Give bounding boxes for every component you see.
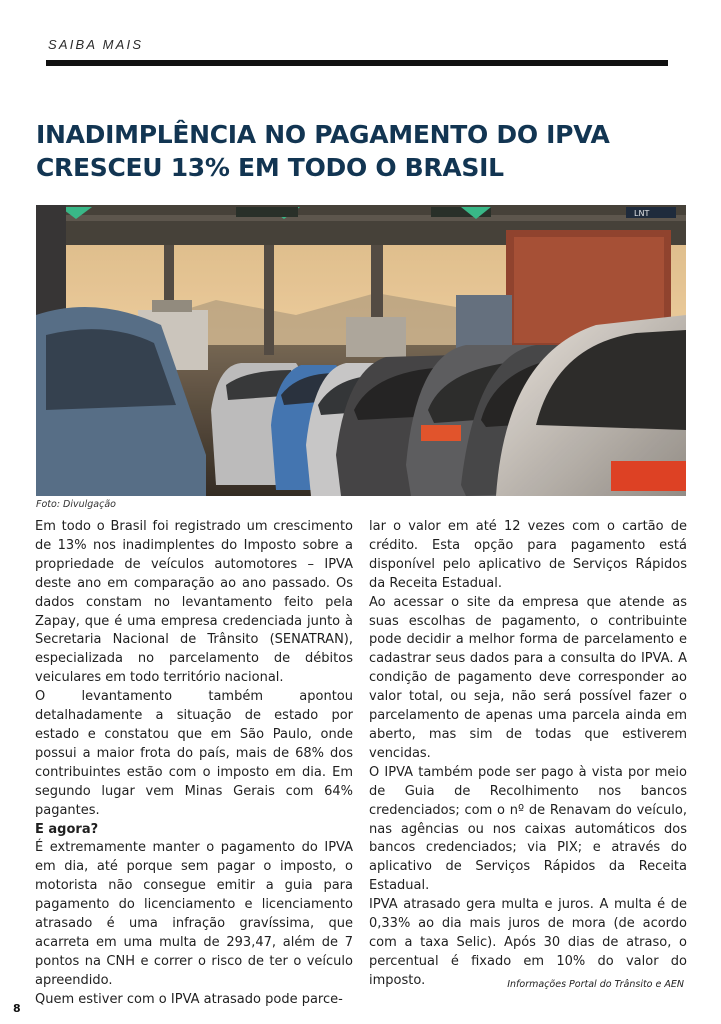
top-rule [46,60,668,66]
paragraph: IPVA atrasado gera multa e juros. A multa é de 0,33% ao dia mais juros de mora (de acordo com a taxa Selic). Após 30 dias de atraso, o percentual é fixado em 10% do valor do imposto. [369,897,687,988]
section-label: SAIBA MAIS [48,37,144,52]
paragraph: Quem estiver com o IPVA atrasado pode parce- [35,991,343,1007]
photo-caption: Foto: Divulgação [36,499,116,510]
paragraph: Ao acessar o site da empresa que atende as suas escolhas de pagamento, o contribuinte pode decidir a melhor forma de parcelamento e cadastrar seus dados para a consulta do IPVA. A condição de pagamento deve corresponder ao valor total, ou seja, não será possível fazer o parcelamento de apenas uma parcela ainda em aberto, mas sim de todas que estiverem vencidas. [369,594,687,761]
paragraph: O IPVA também pode ser pago à vista por meio de Guia de Recolhimento nos bancos credenciados; com o nº de Renavam do veículo, nas agências ou nos caixas automáticos dos bancos credenciados; via PIX; e através do aplicativo de Serviços Rápidos da Receita Estadual. [369,764,687,894]
headline-line-1: INADIMPLÊNCIA NO PAGAMENTO DO IPVA [36,120,610,149]
headline [36,118,676,184]
paragraph: lar o valor em até 12 vezes com o cartão de crédito. Esta opção para pagamento está disponível pelo aplicativo de Serviços Rápidos da Receita Estadual. [369,519,687,591]
paragraph: O levantamento também apontou detalhadamente a situação de estado por estado e constatou que em São Paulo, onde possui a maior frota do país, mais de 68% dos contribuintes estão com o imposto em dia. Em segundo lugar vem Minas Gerais com 64% pagantes. [35,689,353,818]
headline-line-2: CRESCEU 13% EM TODO O BRASIL [36,153,504,182]
right-column [369,518,687,991]
paragraph: É extremamente manter o pagamento do IPVA em dia, até porque sem pagar o imposto, o motorista não consegue emitir a guia para pagamento do licenciamento e licenciamento atrasado é uma infração gravíssima, que acarreta em uma multa de 293,47, além de 7 pontos na CNH e correr o risco de ter o veículo apreendido. [35,840,353,988]
subheading: E agora? [35,821,99,837]
source-credit: Informações Portal do Trânsito e AEN [507,979,684,990]
article-photo [36,205,686,496]
page-number: 8 [13,1002,21,1015]
paragraph: Em todo o Brasil foi registrado um crescimento de 13% nos inadimplentes do Imposto sobre a propriedade de veículos automotores – IPVA deste ano em comparação ao ano passado. Os dados constam no levantamento feito pela Zapay, que é uma empresa credenciada junto à Secretaria Nacional de Trânsito (SENATRAN), especializada no parcelamento de débitos veiculares em todo território nacional. [35,519,353,686]
left-column [35,518,353,1010]
photo-sign-text: LNT [634,209,650,218]
